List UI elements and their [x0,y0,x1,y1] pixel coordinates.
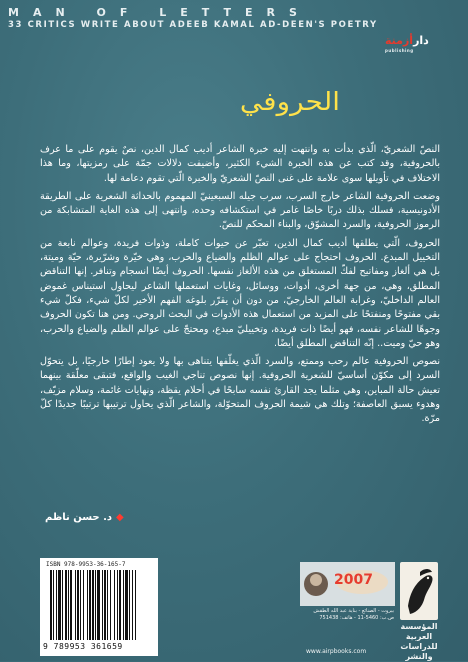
blurb-paragraph: نصوص الحروفية عالم رحب وممتع، والسرد الّذي يغلّفها يتناهى بها ولا يعود إطارًا خارجيًا، بل يتحوّل السرد إلى مكوّن أساسيّ للشعرية الحروفية. إنها نصوص تناجي الغيب والواقع، فتبقى معلّقة بينهما تعيش حالة المباين، وهي مثلما يجد القارئ نفسه سابحًا في أحلام يقظة، ونهايات غائمة، وسلام مزيّف، وهدوء يسبق العاصفة؛ وتلك هي شيمة الحروف المتحوّلة، والشاعر الّذي يحاول ترتيبها ترتيبًا جديدًا كلّ مرّة. [40,356,440,425]
barcode-bars-icon [50,570,150,640]
author-name: د. حسن ناظم [45,512,113,523]
horse-emblem-icon [400,562,438,620]
isbn-label: ISBN 978-9953-36-165-7 [46,561,126,568]
isbn-number: 9 789953 361659 [43,642,123,651]
calligraphy-title [239,85,340,121]
back-cover-blurb [40,143,440,431]
publisher-url: www.airpbooks.com [306,648,367,655]
publisher-logo [385,34,429,53]
publisher-name: المؤسسة العربية للدراسات والنشر [400,622,438,661]
book-subtitle-english: 33 CRITICS WRITE ABOUT ADEEB KAMAL AD-DEEN'S POETRY [8,20,378,30]
award-badge [300,562,395,606]
publisher-logo-small: publishing [385,48,414,53]
blurb-author [45,512,124,523]
blurb-paragraph: النصّ الشعريّ، الّذي بدأت به وانتهت إليه خبرة الشاعر أديب كمال الدين، نصٌ يقوم على ما عرف بالحروفية، وقد كتب عن هذه الخبرة الشيء الكثير، وأضيفت دلالات جمّة على رمزيتها، وما هذا الاختلاف في تأويلها سوى علامة على غنى النصّ الشعريّ والخبرة الّتي تقوم دعامة لها. [40,144,440,184]
isbn-barcode [40,558,158,656]
award-year: 2007 [334,572,373,588]
publisher-emblem [400,562,438,620]
blurb-paragraph: وضعت الحروفية الشاعر خارج السرب، سرب جيله السبعينيّ المهموم بالحداثة الشعرية على الطريقة الأدونيسية، فسلك بذلك دربًا خاصًا غامر في استكشافه وحده، وانتهى إلى هذه الغاية المتشابكة من الرموز الحروفية، والسرد المشوّق، والبناء المحكم للنصّ. [40,190,440,231]
book-title-english: MAN OF LETTERS [8,6,311,19]
publisher-block [300,560,440,661]
author-bullet-icon: ◆ [116,512,124,523]
publisher-logo-white: دار [413,34,429,47]
calligraphy-title-text: الحروفي [239,86,340,117]
publisher-logo-red: أزمنة [385,34,414,47]
publisher-contact: بيروت - الصنائع - بناية عبد الله الطقش ص.ب: 5460-11 - هاتف: 751438 [313,608,394,621]
blurb-paragraph: الحروف، الّتي يطلقها أديب كمال الدين، تعبّر عن حيوات كاملة، وذوات فريدة، وعوالم نابعة من التخييل المبدع. الحروف احتجاج على عوالم الظلم والضياع والحرب، وهي خيّرة وشرّيرة، حيّة وميتة، بل هي ألغاز ومفاتيح لفكّ المستغلق من هذه الألغاز نفسها. الحروف أيضًا انسجام وتنافر. إنها التناقض المطلق، وهي، من جهة أخرى، أدوات، ووسائل، وغايات استعملها الشاعر ليحاول استيناس غموض العالم الداخليّ، وغرابة العالم الخارجيّ، من دون أن يقرّر بلوغه الفهم الأخير لكلّ شيء، فكلّ شيء بقي مفتوحًا ومنفتحًا على المزيد من استعمال هذه الأدوات في البحث الروحي. ومن هنا تكون الحروف وجوهًا للشاعر نفسه، فهو أيضًا ذات فريدة، وتخييليّ مبدع، ومحتجّ على عوالم الظلم والضياع والحرب، وهو حيّ وميت.. إنّه التناقض المطلق أيضًا. [40,237,440,349]
